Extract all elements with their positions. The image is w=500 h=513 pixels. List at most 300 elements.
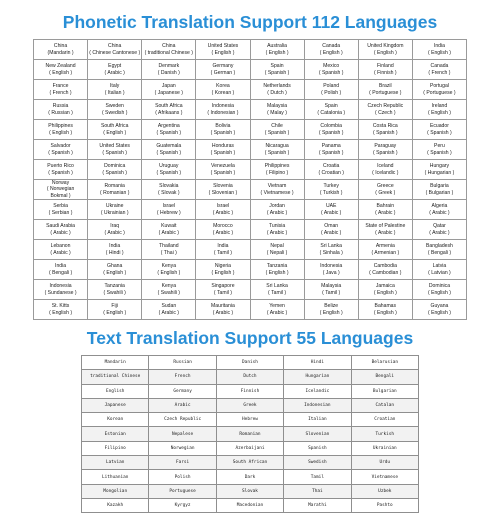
language-label: ( Serbian ) bbox=[48, 209, 73, 216]
language-label: ( Spanish ) bbox=[372, 129, 398, 136]
phonetic-cell bbox=[250, 160, 304, 180]
text-language-cell: Icelandic bbox=[284, 384, 351, 398]
phonetic-cell bbox=[196, 160, 250, 180]
language-label: ( Ukrainian ) bbox=[100, 209, 129, 216]
country-label: China bbox=[108, 43, 122, 50]
phonetic-cell bbox=[142, 240, 196, 260]
language-label: ( English ) bbox=[319, 309, 343, 316]
phonetic-cell bbox=[412, 160, 466, 180]
text-language-cell: Macedonian bbox=[216, 498, 283, 512]
language-label: ( Vietnamese ) bbox=[260, 189, 294, 196]
language-label: ( Arabic ) bbox=[320, 209, 342, 216]
language-label: ( Thai ) bbox=[160, 249, 177, 256]
text-language-cell: Croatian bbox=[351, 413, 418, 427]
phonetic-cell bbox=[88, 40, 142, 60]
phonetic-cell bbox=[412, 240, 466, 260]
text-language-cell: French bbox=[149, 370, 216, 384]
country-label: Guatemala bbox=[156, 143, 182, 150]
country-label: Nicaragua bbox=[265, 143, 289, 150]
phonetic-cell bbox=[88, 100, 142, 120]
phonetic-cell bbox=[412, 220, 466, 240]
country-label: Romania bbox=[104, 183, 125, 190]
text-language-cell: Slovenian bbox=[284, 427, 351, 441]
language-label: ( Norwegian bbox=[46, 186, 75, 193]
country-label: Armenia bbox=[375, 243, 395, 250]
text-language-cell: Azerbaijani bbox=[216, 441, 283, 455]
country-label: Cambodia bbox=[373, 263, 397, 270]
text-title: Text Translation Support 55 Languages bbox=[86, 328, 414, 348]
phonetic-row bbox=[34, 240, 467, 260]
phonetic-cell bbox=[142, 220, 196, 240]
language-label: ( Portuguese ) bbox=[423, 89, 456, 96]
language-label: ( Sundanese ) bbox=[44, 289, 77, 296]
text-language-cell: Swedish bbox=[284, 456, 351, 470]
phonetic-cell bbox=[412, 80, 466, 100]
phonetic-cell bbox=[196, 280, 250, 300]
language-label: ( Cambodian ) bbox=[369, 269, 402, 276]
phonetic-cell bbox=[142, 120, 196, 140]
language-label: ( English ) bbox=[319, 49, 343, 56]
language-label: ( Spanish ) bbox=[48, 149, 73, 156]
country-label: Finland bbox=[376, 63, 394, 70]
text-language-cell: Japanese bbox=[82, 398, 149, 412]
phonetic-cell bbox=[412, 120, 466, 140]
language-label: ( Swahili ) bbox=[157, 289, 180, 296]
text-language-cell: Russian bbox=[149, 356, 216, 370]
country-label: Sri Lanka bbox=[320, 243, 342, 250]
language-label: ( Spanish ) bbox=[156, 169, 182, 176]
phonetic-cell bbox=[412, 140, 466, 160]
language-label: ( Filipino ) bbox=[265, 169, 289, 176]
country-label: UAE bbox=[325, 203, 337, 210]
country-label: Bolivia bbox=[215, 123, 231, 130]
country-label: Canada bbox=[322, 43, 341, 50]
phonetic-cell bbox=[88, 240, 142, 260]
country-label: Iceland bbox=[377, 163, 394, 170]
phonetic-cell bbox=[142, 200, 196, 220]
country-label: Colombia bbox=[320, 123, 342, 130]
country-label: Morocco bbox=[213, 223, 233, 230]
language-label: ( English ) bbox=[103, 309, 127, 316]
language-label: ( Tamil ) bbox=[213, 249, 232, 256]
phonetic-cell bbox=[304, 260, 358, 280]
text-language-cell: Norwegian bbox=[149, 441, 216, 455]
language-label: ( Greek ) bbox=[375, 189, 396, 196]
phonetic-cell bbox=[196, 80, 250, 100]
phonetic-cell bbox=[88, 160, 142, 180]
country-label: France bbox=[52, 83, 69, 90]
phonetic-cell bbox=[142, 160, 196, 180]
country-label: Israel bbox=[162, 203, 176, 210]
language-label: ( Afrikaans ) bbox=[155, 109, 183, 116]
text-language-cell: Hungarian bbox=[284, 370, 351, 384]
language-label: ( Bulgarian ) bbox=[425, 189, 454, 196]
country-label: Bahamas bbox=[374, 303, 397, 310]
text-language-cell: Finnish bbox=[216, 384, 283, 398]
text-language-cell: Estonian bbox=[82, 427, 149, 441]
country-label: Nepal bbox=[270, 243, 284, 250]
country-label: St. Kitts bbox=[51, 303, 70, 310]
country-label: Australia bbox=[267, 43, 287, 50]
country-label: Mexico bbox=[323, 63, 340, 70]
text-language-cell: Nepalese bbox=[149, 427, 216, 441]
country-label: South Africa bbox=[155, 103, 183, 110]
country-label: Dominica bbox=[104, 163, 126, 170]
language-label: ( Tamil ) bbox=[322, 289, 341, 296]
country-label: Ghana bbox=[107, 263, 123, 270]
language-label: ( English ) bbox=[49, 69, 73, 76]
language-label: ( Arabic ) bbox=[212, 229, 234, 236]
language-label: ( Arabic ) bbox=[266, 229, 288, 236]
language-label: ( Japanese ) bbox=[154, 89, 183, 96]
text-row bbox=[82, 356, 419, 370]
phonetic-cell bbox=[304, 180, 358, 200]
phonetic-cell bbox=[196, 60, 250, 80]
country-label: Indonesia bbox=[211, 103, 234, 110]
text-row bbox=[82, 441, 419, 455]
phonetic-cell bbox=[196, 140, 250, 160]
text-language-cell: Lithuanian bbox=[82, 470, 149, 484]
country-label: Denmark bbox=[158, 63, 180, 70]
country-label: Kenya bbox=[161, 263, 177, 270]
phonetic-cell bbox=[142, 60, 196, 80]
phonetic-cell bbox=[250, 140, 304, 160]
phonetic-cell bbox=[88, 180, 142, 200]
country-label: Oman bbox=[324, 223, 339, 230]
phonetic-language-table bbox=[33, 39, 467, 320]
phonetic-cell bbox=[304, 300, 358, 320]
language-label: ( Spanish ) bbox=[318, 129, 344, 136]
phonetic-cell bbox=[304, 200, 358, 220]
phonetic-cell bbox=[88, 280, 142, 300]
language-label: ( Spanish ) bbox=[264, 129, 290, 136]
country-label: Portugal bbox=[429, 83, 449, 90]
language-label: ( Spanish ) bbox=[48, 169, 73, 176]
country-label: Indonesia bbox=[320, 263, 343, 270]
language-label: ( Spanish ) bbox=[102, 169, 127, 176]
language-label: ( Arabic ) bbox=[50, 229, 71, 236]
language-label: ( Spanish ) bbox=[210, 149, 236, 156]
country-label: Italy bbox=[110, 83, 120, 90]
country-label: Slovakia bbox=[159, 183, 179, 190]
language-label: ( Korean ) bbox=[211, 89, 235, 96]
text-language-cell: Portuguese bbox=[149, 484, 216, 498]
country-label: Chile bbox=[271, 123, 283, 130]
language-label: ( Latvian ) bbox=[428, 269, 451, 276]
country-label: Iraq bbox=[110, 223, 120, 230]
phonetic-cell bbox=[250, 220, 304, 240]
country-label: Israel bbox=[216, 203, 230, 210]
text-language-cell: Greek bbox=[216, 398, 283, 412]
language-label: ( Hindi ) bbox=[105, 249, 124, 256]
country-label: State of Palestine bbox=[365, 223, 406, 230]
language-label: ( Romanian ) bbox=[99, 189, 130, 196]
phonetic-cell bbox=[304, 140, 358, 160]
phonetic-cell bbox=[304, 280, 358, 300]
country-label: India bbox=[433, 43, 445, 50]
language-label: ( Tamil ) bbox=[213, 289, 232, 296]
language-label: ( Spanish ) bbox=[102, 149, 127, 156]
country-label: Tanzania bbox=[104, 283, 125, 290]
phonetic-cell bbox=[88, 120, 142, 140]
language-label: ( Turkish ) bbox=[319, 189, 343, 196]
phonetic-cell bbox=[358, 40, 412, 60]
phonetic-cell bbox=[196, 200, 250, 220]
phonetic-row bbox=[34, 200, 467, 220]
country-label: Philippines bbox=[264, 163, 290, 170]
phonetic-cell bbox=[34, 200, 88, 220]
country-label: Dominica bbox=[428, 283, 451, 290]
language-label: ( Spanish ) bbox=[210, 129, 236, 136]
country-label: Jordan bbox=[269, 203, 285, 210]
phonetic-cell bbox=[142, 80, 196, 100]
phonetic-cell bbox=[358, 220, 412, 240]
phonetic-cell bbox=[358, 260, 412, 280]
country-label: South Africa bbox=[100, 123, 129, 130]
country-label: Ukraine bbox=[105, 203, 124, 210]
country-label: Paraguay bbox=[374, 143, 397, 150]
phonetic-row bbox=[34, 300, 467, 320]
language-label: ( English ) bbox=[49, 129, 73, 136]
phonetic-cell bbox=[142, 100, 196, 120]
language-label: ( Arabic ) bbox=[375, 209, 396, 216]
phonetic-cell bbox=[34, 240, 88, 260]
phonetic-cell bbox=[358, 240, 412, 260]
text-language-cell: Turkish bbox=[351, 427, 418, 441]
text-language-cell: Filipino bbox=[82, 441, 149, 455]
language-label: ( Arabic ) bbox=[429, 209, 450, 216]
country-label: Spain bbox=[324, 103, 338, 110]
phonetic-cell bbox=[34, 120, 88, 140]
country-label: Saudi Arabia bbox=[46, 223, 75, 230]
country-label: Tanzania bbox=[266, 263, 288, 270]
phonetic-cell bbox=[250, 260, 304, 280]
phonetic-cell bbox=[196, 100, 250, 120]
text-row bbox=[82, 384, 419, 398]
phonetic-cell bbox=[412, 280, 466, 300]
country-label: Uruguay bbox=[159, 163, 179, 170]
country-label: Netherlands bbox=[263, 83, 291, 90]
country-label: Honduras bbox=[211, 143, 234, 150]
phonetic-cell bbox=[358, 280, 412, 300]
phonetic-cell bbox=[304, 100, 358, 120]
language-label: ( English ) bbox=[103, 129, 127, 136]
text-language-cell: Catalan bbox=[351, 398, 418, 412]
language-label: ( English ) bbox=[373, 49, 397, 56]
phonetic-cell bbox=[34, 220, 88, 240]
language-label: ( Arabic ) bbox=[104, 69, 125, 76]
country-label: Venezuela bbox=[211, 163, 235, 170]
language-label: ( Catalonia ) bbox=[317, 109, 346, 116]
phonetic-cell bbox=[88, 80, 142, 100]
phonetic-cell bbox=[196, 180, 250, 200]
country-label: United States bbox=[207, 43, 239, 50]
language-label: ( Bengali ) bbox=[48, 269, 73, 276]
text-language-cell: Mongolian bbox=[82, 484, 149, 498]
language-label: ( Slovak ) bbox=[158, 189, 180, 196]
phonetic-cell bbox=[34, 80, 88, 100]
language-label: Bokmal ) bbox=[50, 192, 71, 199]
text-language-cell: Danish bbox=[216, 356, 283, 370]
language-label: ( Arabic ) bbox=[50, 249, 71, 256]
language-label: ( Finnish ) bbox=[373, 69, 397, 76]
language-label: ( Spanish ) bbox=[264, 69, 290, 76]
phonetic-cell bbox=[250, 200, 304, 220]
phonetic-row bbox=[34, 280, 467, 300]
country-label: Ireland bbox=[431, 103, 448, 110]
country-label: China bbox=[162, 43, 176, 50]
country-label: Japan bbox=[161, 83, 176, 90]
country-label: Nigeria bbox=[214, 263, 231, 270]
language-label: ( English ) bbox=[211, 269, 235, 276]
country-label: Guyana bbox=[430, 303, 449, 310]
country-label: India bbox=[55, 263, 67, 270]
text-language-cell: Czech Republic bbox=[149, 413, 216, 427]
country-label: Puerto Rico bbox=[47, 163, 74, 170]
phonetic-cell bbox=[34, 140, 88, 160]
country-label: Kenya bbox=[161, 283, 177, 290]
country-label: Bahrain bbox=[376, 203, 395, 210]
language-label: ( Portuguese ) bbox=[369, 89, 402, 96]
phonetic-cell bbox=[88, 200, 142, 220]
country-label: Bangladesh bbox=[425, 243, 453, 250]
text-language-cell: Hebrew bbox=[216, 413, 283, 427]
text-row bbox=[82, 413, 419, 427]
text-language-cell: Pashto bbox=[351, 498, 418, 512]
country-label: Malaysia bbox=[267, 103, 288, 110]
language-label: ( English ) bbox=[157, 269, 181, 276]
text-row bbox=[82, 470, 419, 484]
language-label: ( Java ) bbox=[322, 269, 340, 276]
text-row bbox=[82, 498, 419, 512]
phonetic-cell bbox=[250, 280, 304, 300]
country-label: Lebanon bbox=[50, 243, 71, 250]
country-label: Malaysia bbox=[321, 283, 342, 290]
country-label: Panama bbox=[321, 143, 341, 150]
phonetic-cell bbox=[34, 160, 88, 180]
country-label: Croatia bbox=[322, 163, 340, 170]
language-label: ( Spanish ) bbox=[427, 129, 452, 136]
phonetic-cell bbox=[34, 100, 88, 120]
phonetic-cell bbox=[250, 40, 304, 60]
language-label: ( Spanish ) bbox=[156, 149, 182, 156]
country-label: Germany bbox=[212, 63, 234, 70]
language-label: ( English ) bbox=[49, 309, 73, 316]
language-label: ( Spanish ) bbox=[264, 149, 290, 156]
phonetic-cell bbox=[34, 280, 88, 300]
language-label: ( Spanish ) bbox=[427, 149, 452, 156]
language-label: ( English ) bbox=[103, 269, 127, 276]
phonetic-cell bbox=[142, 40, 196, 60]
language-label: ( English ) bbox=[427, 49, 451, 56]
language-label: ( Arabic ) bbox=[104, 229, 125, 236]
text-language-cell: English bbox=[82, 384, 149, 398]
text-language-cell: Belarusian bbox=[351, 356, 418, 370]
country-label: Algeria bbox=[431, 203, 448, 210]
country-label: United States bbox=[99, 143, 130, 150]
country-label: Kuwait bbox=[161, 223, 177, 230]
language-label: ( Croatian ) bbox=[318, 169, 344, 176]
language-label: ( Spanish ) bbox=[318, 69, 344, 76]
text-language-cell: Marathi bbox=[284, 498, 351, 512]
phonetic-cell bbox=[88, 220, 142, 240]
phonetic-cell bbox=[250, 240, 304, 260]
language-label: ( Polish ) bbox=[321, 89, 342, 96]
language-label: ( Arabic ) bbox=[212, 309, 234, 316]
country-label: Yemen bbox=[269, 303, 285, 310]
country-label: Indonesia bbox=[49, 283, 72, 290]
text-row bbox=[82, 484, 419, 498]
phonetic-cell bbox=[358, 80, 412, 100]
language-label: ( Slovenian ) bbox=[208, 189, 238, 196]
phonetic-cell bbox=[196, 260, 250, 280]
text-language-cell: Indonesian bbox=[284, 398, 351, 412]
phonetic-cell bbox=[358, 60, 412, 80]
country-label: Salvador bbox=[50, 143, 71, 150]
phonetic-cell bbox=[250, 80, 304, 100]
phonetic-cell bbox=[34, 60, 88, 80]
country-label: Canada bbox=[430, 63, 449, 70]
phonetic-row bbox=[34, 260, 467, 280]
text-language-cell: Mandarin bbox=[82, 356, 149, 370]
phonetic-cell bbox=[358, 200, 412, 220]
country-label: Sweden bbox=[105, 103, 124, 110]
phonetic-cell bbox=[196, 120, 250, 140]
country-label: Sri Lanka bbox=[266, 283, 288, 290]
country-label: New Zealand bbox=[45, 63, 76, 70]
country-label: Russia bbox=[52, 103, 69, 110]
phonetic-cell bbox=[196, 220, 250, 240]
phonetic-cell bbox=[250, 100, 304, 120]
phonetic-cell bbox=[142, 140, 196, 160]
language-label: ( Bengali ) bbox=[427, 249, 452, 256]
text-language-cell: Kazakh bbox=[82, 498, 149, 512]
text-language-cell: Korean bbox=[82, 413, 149, 427]
language-label: ( Arabic ) bbox=[320, 229, 342, 236]
phonetic-cell bbox=[412, 100, 466, 120]
phonetic-cell bbox=[412, 300, 466, 320]
country-label: Latvia bbox=[432, 263, 447, 270]
language-label: ( English ) bbox=[211, 49, 235, 56]
language-label: ( English ) bbox=[373, 289, 397, 296]
phonetic-cell bbox=[88, 300, 142, 320]
phonetic-cell bbox=[304, 220, 358, 240]
text-language-cell: Vietnamese bbox=[351, 470, 418, 484]
phonetic-row bbox=[34, 180, 467, 200]
phonetic-cell bbox=[412, 60, 466, 80]
phonetic-cell bbox=[358, 140, 412, 160]
phonetic-cell bbox=[304, 240, 358, 260]
language-label: ( German ) bbox=[210, 69, 236, 76]
country-label: Qatar bbox=[433, 223, 446, 230]
text-language-cell: Arabic bbox=[149, 398, 216, 412]
phonetic-cell bbox=[358, 180, 412, 200]
country-label: Philippines bbox=[48, 123, 73, 130]
country-label: Serbia bbox=[53, 203, 68, 210]
text-language-cell: South African bbox=[216, 456, 283, 470]
phonetic-cell bbox=[88, 60, 142, 80]
country-label: Turkey bbox=[323, 183, 339, 190]
language-label: ( Spanish ) bbox=[156, 129, 182, 136]
phonetic-cell bbox=[304, 60, 358, 80]
phonetic-cell bbox=[196, 240, 250, 260]
country-label: Peru bbox=[434, 143, 445, 150]
phonetic-cell bbox=[88, 260, 142, 280]
phonetic-cell bbox=[358, 100, 412, 120]
country-label: India bbox=[109, 243, 121, 250]
language-label: ( Arabic ) bbox=[375, 229, 396, 236]
phonetic-cell bbox=[34, 300, 88, 320]
